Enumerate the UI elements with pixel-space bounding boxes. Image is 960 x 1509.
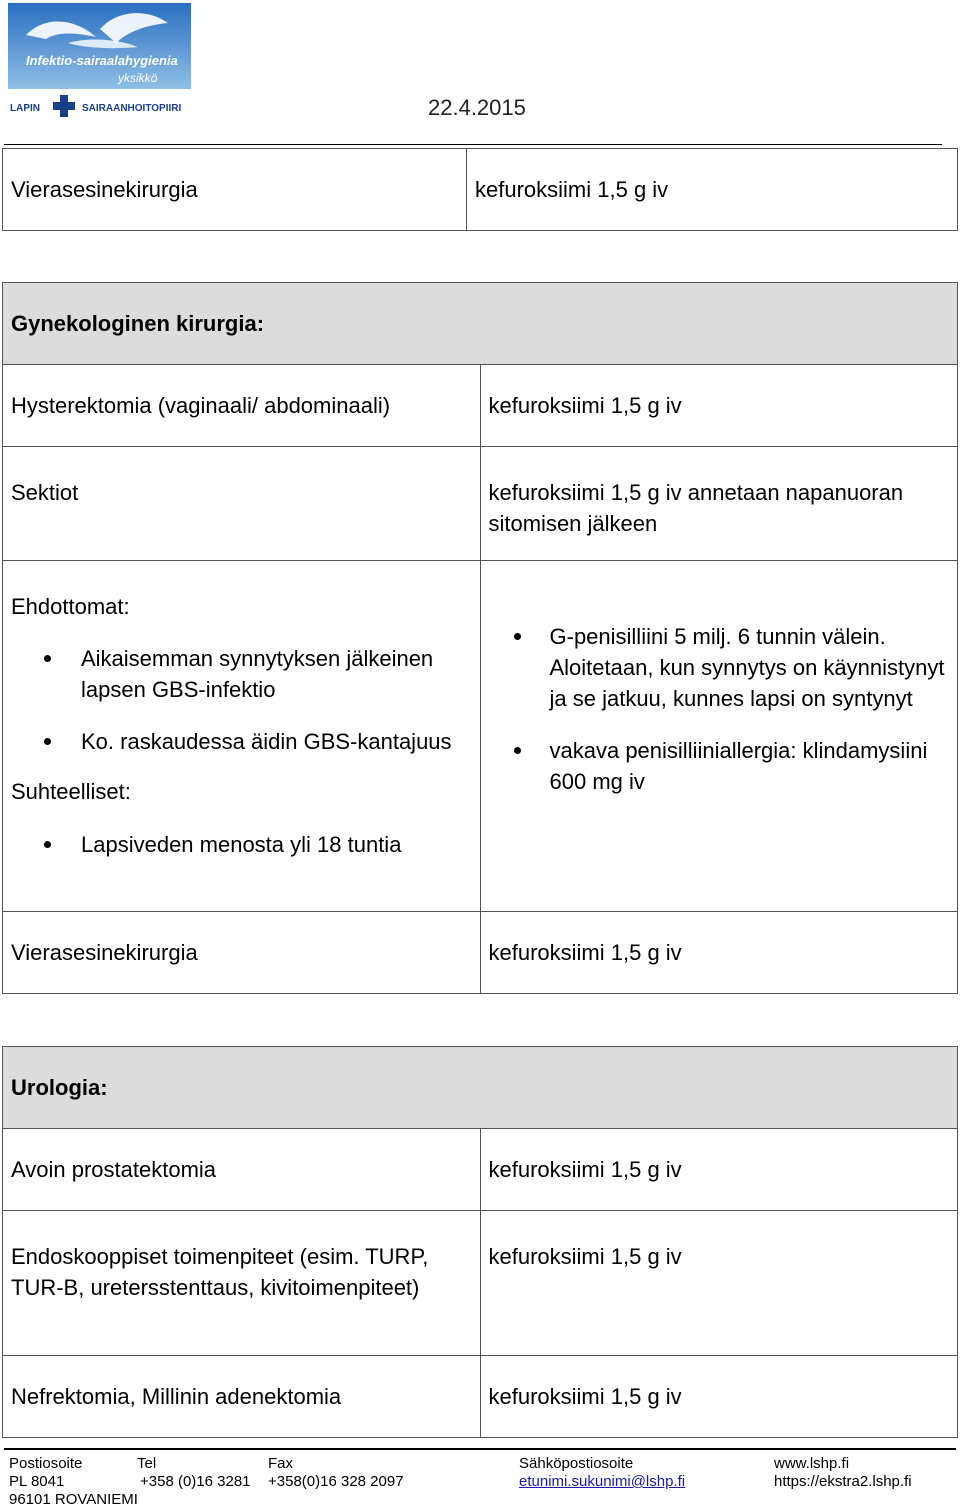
antibiotic-table-general (2, 148, 958, 231)
antibiotic-cell: kefuroksiimi 1,5 g iv annetaan napanuoran sitomisen jälkeen (480, 447, 958, 561)
antibiotic-cell: kefuroksiimi 1,5 g iv (480, 1129, 958, 1211)
absolute-indications-list (11, 643, 472, 757)
gbs-treatment-cell (480, 561, 958, 912)
footer-email-label: Sähköpostiosoite (519, 1455, 634, 1472)
antibiotic-cell: kefuroksiimi 1,5 g iv (480, 912, 958, 994)
footer-fax: +358(0)16 328 2097 (268, 1473, 404, 1490)
footer-web-link[interactable]: https://ekstra2.lshp.fi (774, 1473, 912, 1490)
table-row-gbs (3, 561, 958, 912)
document-date: 22.4.2015 (428, 95, 526, 120)
table-row (3, 365, 958, 447)
relative-indications-list (11, 829, 472, 860)
antibiotic-cell: kefuroksiimi 1,5 g iv (480, 365, 958, 447)
swan-logo-graphic (8, 3, 191, 119)
table-row (3, 912, 958, 994)
gbs-indication-cell (3, 561, 481, 912)
treatment-list (489, 621, 950, 797)
procedure-cell: Hysterektomia (vaginaali/ abdominaali) (3, 365, 481, 447)
list-item: vakava penisilliiniallergia: klindamysiini 600 mg iv (489, 735, 950, 797)
footer-postal-label: Postiosoite (9, 1455, 83, 1472)
antibiotic-cell: kefuroksiimi 1,5 g iv (480, 1356, 958, 1438)
footer-web-label: www.lshp.fi (774, 1455, 850, 1472)
procedure-cell: Avoin prostatektomia (3, 1129, 481, 1211)
logo-title: Infektio-sairaalahygienia (26, 53, 178, 68)
table-row (3, 149, 958, 231)
procedure-cell: Vierasesinekirurgia (3, 912, 481, 994)
section-heading-row (3, 283, 958, 365)
antibiotic-table-urology (2, 1046, 958, 1438)
organization-logo (8, 3, 191, 119)
table-row (3, 1211, 958, 1356)
section-heading-row (3, 1047, 958, 1129)
procedure-cell: Vierasesinekirurgia (3, 149, 467, 231)
absolute-indications-label: Ehdottomat: (11, 594, 130, 619)
list-item: Lapsiveden menosta yli 18 tuntia (11, 829, 472, 860)
section-heading: Gynekologinen kirurgia: (3, 283, 958, 365)
antibiotic-cell: kefuroksiimi 1,5 g iv (467, 149, 958, 231)
footer-fax-label: Fax (268, 1455, 294, 1472)
section-heading: Urologia: (3, 1047, 958, 1129)
logo-org-name-rest: SAIRAANHOITOPIIRI (82, 103, 182, 114)
footer-divider (4, 1448, 956, 1450)
footer-postal-line2: 96101 ROVANIEMI (9, 1491, 138, 1508)
list-item: G-penisilliini 5 milj. 6 tunnin välein. Aloitetaan, kun synnytys on käynnistynyt ja se jatkuu, kunnes lapsi on syntynyt (489, 621, 950, 714)
table-row (3, 447, 958, 561)
footer-postal-line1: PL 8041 (9, 1473, 65, 1490)
logo-subtitle: yksikkö (118, 71, 158, 85)
footer-email-link[interactable]: etunimi.sukunimi@lshp.fi (519, 1473, 686, 1490)
footer-tel: +358 (0)16 3281 (140, 1473, 251, 1490)
list-item: Aikaisemman synnytyksen jälkeinen lapsen GBS-infektio (11, 643, 472, 705)
list-item: Ko. raskaudessa äidin GBS-kantajuus (11, 726, 472, 757)
relative-indications-label: Suhteelliset: (11, 779, 131, 804)
antibiotic-cell: kefuroksiimi 1,5 g iv (480, 1211, 958, 1356)
footer-tel-label: Tel (137, 1455, 157, 1472)
table-row (3, 1129, 958, 1211)
cross-icon (53, 95, 75, 117)
antibiotic-table-gynecology (2, 282, 958, 994)
header-divider (4, 144, 942, 145)
procedure-cell: Endoskooppiset toimenpiteet (esim. TURP, TUR-B, uretersstenttaus, kivitoimenpiteet) (3, 1211, 481, 1356)
table-row (3, 1356, 958, 1438)
procedure-cell: Sektiot (3, 447, 481, 561)
procedure-cell: Nefrektomia, Millinin adenektomia (3, 1356, 481, 1438)
logo-org-name: LAPIN (10, 103, 40, 114)
